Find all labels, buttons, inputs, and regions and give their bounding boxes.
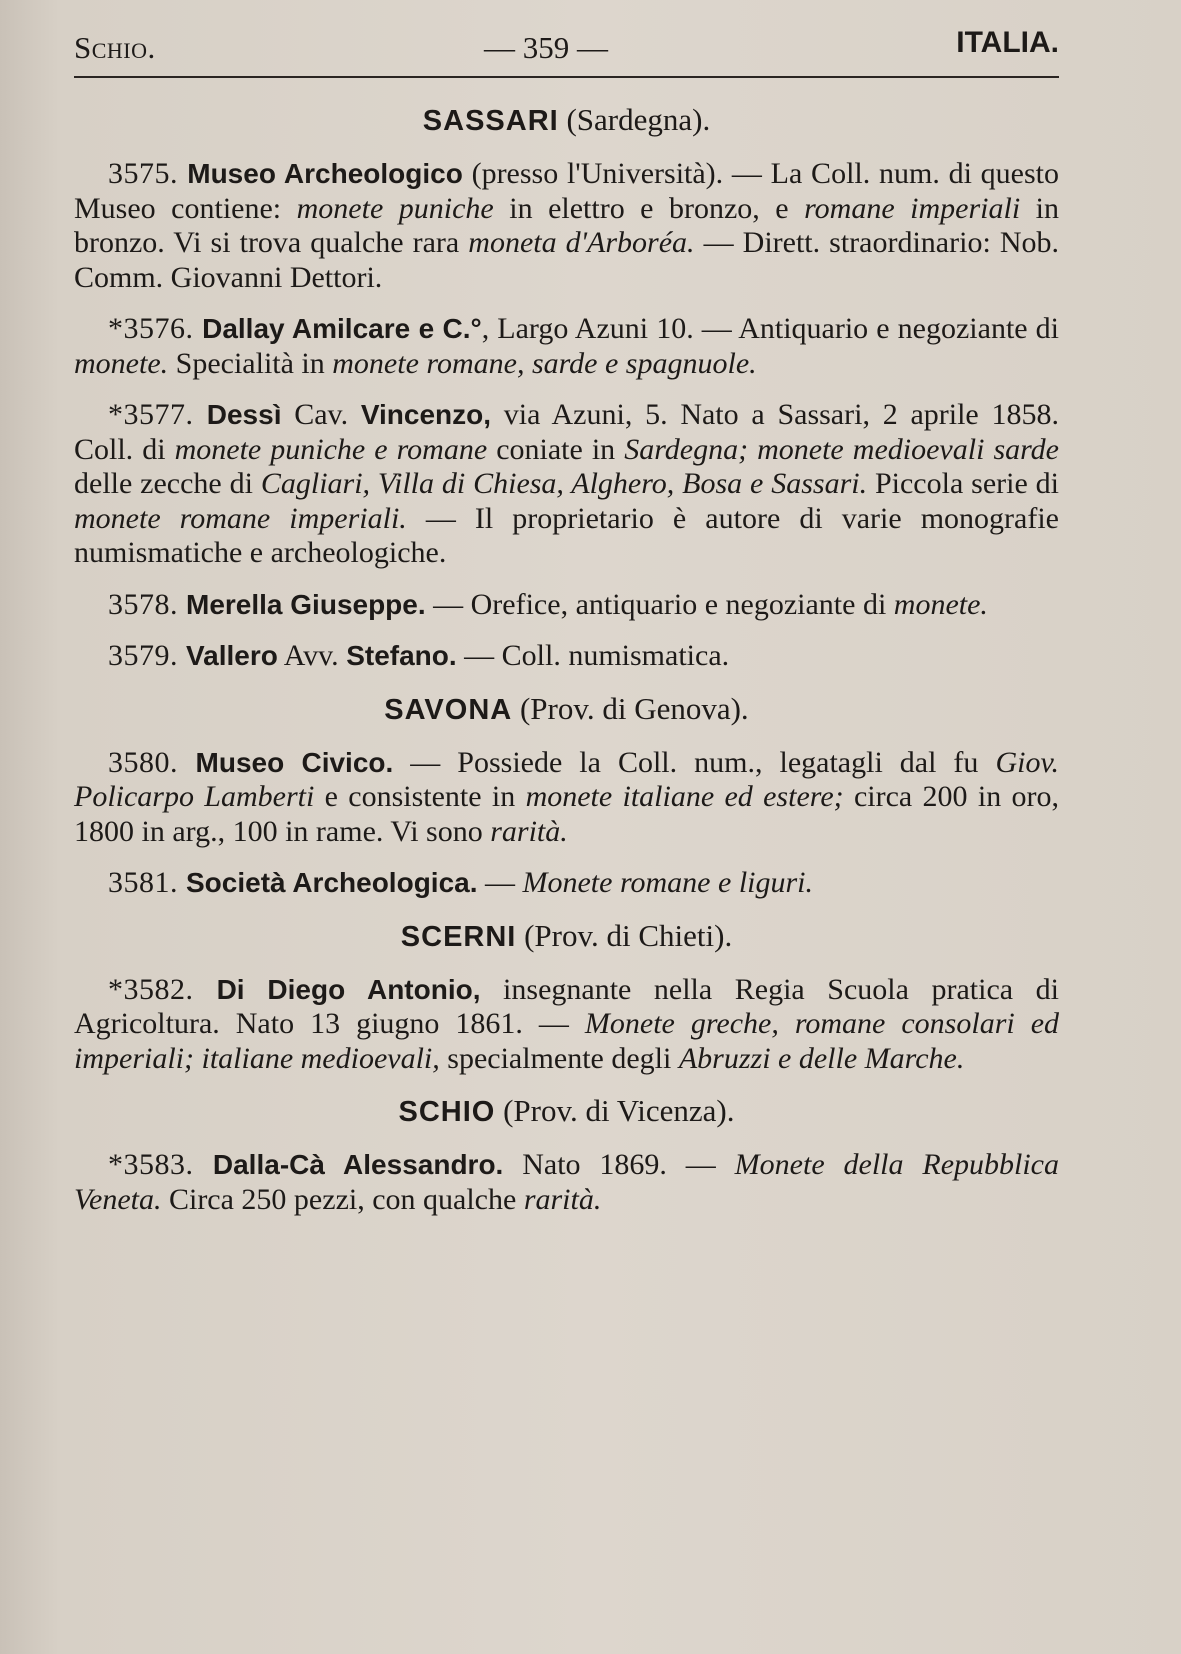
running-head-left: Schio. <box>74 30 156 65</box>
section-heading <box>74 691 1059 728</box>
entry-name: Dessì <box>206 399 282 430</box>
entry-description: insegnante nella Regia Scuola pratica di Agricoltura. Nato 13 giugno 1861. — Monete greche, romane consolari ed imperiali; italiane medioevali, specialmente degli Abruzzi e delle Marche. <box>74 972 1060 1075</box>
entry-name: Museo Civico. <box>195 746 394 778</box>
section-region: (Prov. di Vicenza). <box>495 1093 735 1128</box>
section-place: SCHIO <box>398 1096 496 1128</box>
entry-number: *3577. <box>108 398 207 431</box>
section-place: SASSARI <box>422 105 559 137</box>
entry-number: *3582. <box>108 972 217 1006</box>
section-heading <box>74 102 1059 139</box>
entry-name: Vallero <box>186 640 278 671</box>
entry-name: Dalla-Cà Alessandro. <box>212 1149 504 1180</box>
entry-description: — Orefice, antiquario e negoziante di monete. <box>425 587 988 621</box>
catalog-entry <box>74 639 1059 674</box>
section-place: SCERNI <box>400 920 517 953</box>
page-content <box>74 26 1059 1234</box>
header-rule <box>74 76 1059 78</box>
entry-number: 3581. <box>108 866 186 899</box>
entry-number: 3578. <box>108 587 186 621</box>
catalog-entry <box>74 312 1059 381</box>
entry-description: Nato 1869. — Monete della Repubblica Veneta. Circa 250 pezzi, con qualche rarità. <box>74 1148 1059 1216</box>
entry-name: Museo Archeologico <box>187 158 463 189</box>
section-region: (Prov. di Genova). <box>512 690 749 726</box>
sections-container <box>74 102 1059 1217</box>
section-heading <box>74 1093 1059 1130</box>
running-head-right: ITALIA. <box>956 26 1059 59</box>
entry-number: 3580. <box>108 745 196 779</box>
catalog-entry <box>74 157 1059 295</box>
entry-description: , Largo Azuni 10. — Antiquario e negoziante di monete. Specialità in monete romane, sarde e spagnuole. <box>74 312 1060 380</box>
entry-number: 3579. <box>108 639 186 672</box>
entry-description: (presso l'Università). — La Coll. num. di questo Museo contiene: monete puniche in elettro e bronzo, e romane imperiali in bronzo. Vi si trova qualche rara moneta d'Arboréa. — Dirett. straordinario: Nob. Comm. Giovanni Dettori. <box>74 157 1060 294</box>
entry-description: — Monete romane e liguri. <box>477 866 813 899</box>
catalog-entry <box>74 973 1059 1077</box>
catalog-entry <box>74 746 1059 850</box>
entry-number: 3575. <box>108 157 188 190</box>
entry-description: — Possiede la Coll. num., legatagli dal fu Giov. Policarpo Lamberti e consistente in monete italiane ed estere; circa 200 in oro, 1800 in arg., 100 in rame. Vi sono rarità. <box>74 745 1060 848</box>
entry-number: *3576. <box>108 312 203 345</box>
catalog-entry <box>74 588 1059 623</box>
section-region: (Prov. di Chieti). <box>516 917 733 953</box>
entry-name: Dallay Amilcare e C.° <box>202 313 482 344</box>
catalog-entry <box>74 398 1059 571</box>
entry-name: Merella Giuseppe. <box>186 588 426 620</box>
catalog-entry <box>74 866 1059 901</box>
section-region: (Sardegna). <box>558 102 711 137</box>
section-heading <box>74 918 1059 955</box>
catalog-entry <box>74 1148 1059 1217</box>
running-head <box>74 26 1059 70</box>
entry-description: Avv. Stefano. — Coll. numismatica. <box>277 639 730 672</box>
entry-name: Di Diego Antonio, <box>216 973 481 1005</box>
page-number: — 359 — <box>484 30 608 65</box>
entry-name: Società Archeologica. <box>186 867 478 898</box>
section-place: SAVONA <box>384 693 513 726</box>
entry-number: *3583. <box>108 1148 213 1181</box>
entry-description: Cav. Vincenzo, via Azuni, 5. Nato a Sassari, 2 aprile 1858. Coll. di monete puniche e romane coniate in Sardegna; monete medioevali sarde delle zecche di Cagliari, Villa di Chiesa, Alghero, Bosa e Sassari. Piccola serie di monete romane imperiali. — Il proprietario è autore di varie monografie numismatiche e archeologiche. <box>74 398 1059 569</box>
